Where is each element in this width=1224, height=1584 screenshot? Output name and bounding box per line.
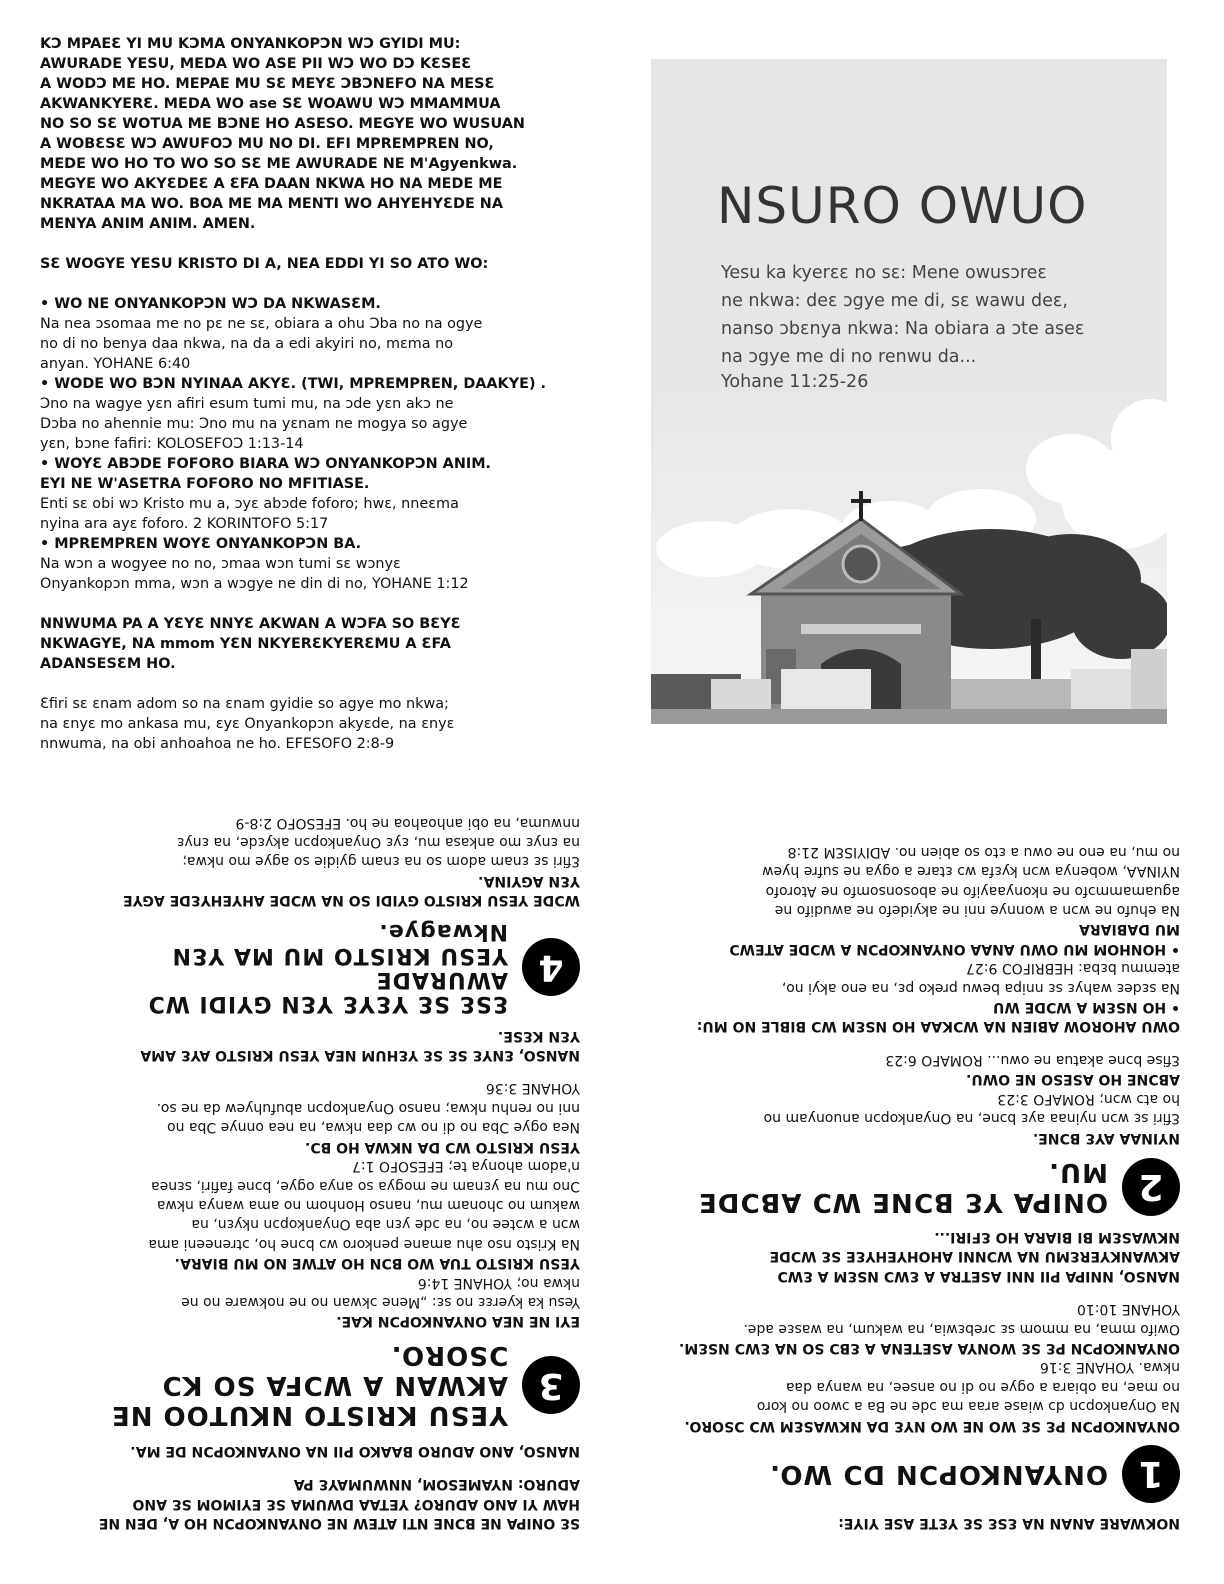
step-2-title: ONIPA YƐ BƆNE WƆ ABƆDE MU. [698,1156,1108,1217]
cover-title: NSURO OWUO [717,177,1088,235]
step-3-subhead-b: YESU KRISTO TUA WO BƆN HO ATWE NO MU BIARA. [174,1255,580,1272]
remedy-question: SƐ ONIPA NE BƆNE NTI ATEW NE ONYANKOPƆN HO A, DEN NE HAW YI ANO ADURO? YETAA DWUMA SƐ EYIMOM SƐ ANO ADURO: NYAMESOM, NNWUMAYƐ PA [98,1476,580,1531]
bottom-right-panel [640,826,1180,1532]
step-4-subhead: WƆDE YESU KRISTO GYIDI SO NA WƆDE AHYEHYƐDE AGYE YƐN AGYINA. [123,872,580,909]
step-1-verse-a: Na Onyankopɔn dɔ wiase araa ma ɔde ne Ba a ɔwoo no koro no mae, na obiara a ogye no di no ansee, na wanya daa nkwa. YOHANE 3:16 [756,1359,1180,1415]
ephesians-verse: Ɛfiri sɛ ɛnam adom so na ɛnam gyidie so agye mo nkwa; na ɛnyɛ mo ankasa mu, ɛyɛ Onyankopɔn akyɛde, na ɛnyɛ nnwuma, na obi anhoahoa ne ho. EFESOFO 2:8-9 [40,696,455,752]
step-4-number: 4 [522,938,580,996]
top-left-panel [40,34,600,754]
bottom-left-panel [40,814,580,1532]
step-3-note: NANSO, ƐNYƐ SƐ SƐ YƐHUM NEA YESU KRISTO AYƐ AMA YƐN KƐSE. [140,1027,580,1064]
step-2-verse-d: Na ehufo ne wɔn a wonnye nni ne akyidefo ne awudifo ne aguamammɔfo ne nkonyaayifo ne abosonsomfo ne Atorofo NYINAA, wobenya wɔn kyɛfa wɔ ɛtare a ogya ne sufre hyew no mu, na eno ne owu a ɛto so abien no. ADIYISƐM 21:8 [762,843,1180,919]
salvation-prayer: KƆ MPAEƐ YI MU KƆMA ONYANKOPƆN WƆ GYIDI MU: AWURADE YESU, MEDA WO ASE PII WƆ WO DƆ KƐSEƐ A WODƆ ME HO. MEPAE MU SƐ MEYƐ ƆBƆNEFO NA MESƐ AKWANKYERƐ. MEDA WO ase SƐ WOAWU WƆ MMAMMUA NO SO SƐ WOTUA ME BƆNE HO ASESO. MEGYE WO WUSUAN A WOBƐSƐ WƆ AWUFOƆ MU NO DI. EFI MPREMPREN NO, MEDE WO HO TO WO SO SƐ ME AWURADE NE M'Agyenkwa. MEGYE WO AKYƐDEƐ A ƐFA DAAN NKWA HO NA MEDE ME NKRATAA MA WO. BOA ME MA MENTI WO AHYEHYƐDE NA MENYA ANIM ANIM. AMEN. [40,36,525,232]
step-2-subhead-b: ABƆNE HO ASESO NE OWU. [966,1071,1180,1088]
bullet-new-creation-text: Enti sɛ obi wɔ Kristo mu a, ɔyɛ abɔde foforo; hwɛ, nneɛma nyina ara ayɛ foforo. 2 KORINTOFO 5:17 [40,496,459,532]
step-3 [40,1340,580,1430]
step-4 [40,919,580,1015]
bullet-new-creation-title: • WOYƐ ABƆDE FOFORO BIARA WƆ ONYANKOPƆN ANIM. EYI NE W'ASETRA FOFORO NO MFITIASE. [40,456,492,492]
step-1-number: 1 [1122,1445,1180,1503]
step-3-subhead-c: YESU KRISTO WƆ DA NKWA HO BƆ. [304,1138,580,1155]
bullet-eternal-life-text: Na nea ɔsomaa me no pɛ ne sɛ, obiara a ohu Ɔba no na ogye no di no benya daa nkwa, na da a edi akyiri no, mɛma no anyan. YOHANE 6:40 [40,316,483,372]
step-1-verse-b: Owifo mma, na mmom sɛ ɔrebɛwia, na wakum, na wasɛe ade. YOHANE 10:10 [743,1301,1180,1337]
one-remedy: NANSO, ANO ADURO BAAKO PII NA ONYANKOPƆN DE MA. [130,1442,580,1459]
step-2-subhead-a: NYINAA AYƐ BƆNE. [1032,1129,1180,1146]
cover-verse-reference: Yohane 11:25-26 [721,372,869,392]
step-2-verse-b: Ɛfise bɔne akatua ne owu... ROMAFO 6:23 [885,1051,1180,1068]
step-2 [640,1157,1180,1217]
step-2-number: 2 [1122,1158,1180,1216]
step-1-subhead-b: ONYANKOPƆN PƐ SƐ WONYA ASETENA A ƐBƆ SO NA ƐWƆ NSƐM. [678,1339,1180,1356]
step-3-number: 3 [522,1356,580,1414]
step-4-title: ƐSƐ SƐ YƐYƐ YƐN GYIDI WƆ AWURADE YESU KRISTO MU MA YƐN Nkwagye. [147,919,508,1017]
bullet-child-of-god-text: Na wɔn a wogyee no no, ɔmaa wɔn tumi sɛ wɔnyɛ Onyankopɔn mma, wɔn a wɔgye ne din di no, YOHANE 1:12 [40,556,469,592]
cover-panel [651,59,1167,724]
bullet-forgiven-text: Ɔno na wagye yɛn afiri esum tumi mu, na ɔde yɛn akɔ ne Dɔba no ahennie mu: Ɔno mu na yɛnam ne mogya so agye yɛn, bɔne fafiri: KOLOSEFOƆ 1:13-14 [40,396,468,452]
step-1-note: NANSO, NNIPA PII NNI ASETRA A ƐWƆ NSƐM A ƐWƆ AKWANKYERƐMU NA WƆNNI AHOHYEHYƐE SƐ WƆDE NKWASƐM BI BIARA HO ƐFIRI... [769,1228,1180,1284]
step-1-subhead-a: ONYANKOPƆN PƐ SƐ WO NE WO NYƐ DA NKWASƐM WƆ ƆSORO. [684,1417,1180,1434]
bullet-child-of-god-title: • MPREMPREN WOYƐ ONYANKOPƆN BA. [40,536,362,552]
step-1-title: ONYANKOPƆN DƆ WO. [769,1458,1108,1489]
step-2-verse-a: Ɛfiri sɛ wɔn nyinaa ayɛ bɔne, na Onyankopɔn anuonyam no ho atɔ wɔn; ROMAFO 3:23 [763,1090,1180,1127]
step-3-subhead-a: EYI NE NEA ONYANKOPƆN KAE. [336,1313,580,1330]
step-3-verse-b: Na Kristo nso ahu amane penkoro wɔ bɔne ho, ɔtreneeni ama wɔn a wɔtee no, na ɔde yɛn aba Onyankopɔn nkyɛn, na wakum no ɔhonam mu, nanso Honhom no ama wanya nkwa Ɔno mu na yɛnam ne mogya so anya ogye, bɔne fafiri, sɛnea n'adom ahonya te; EFESOFO 1:7 [148,1158,580,1252]
step-4-verse: Ɛfiri sɛ ɛnam adom so na ɛnam gyidie so agye mo nkwa; na ɛnyɛ mo ankasa mu, ɛyɛ Onyankopɔn akyɛde, na ɛnyɛ nnwuma, na obi anhoahoa ne ho. EFESOFO 2:8-9 [176,814,580,870]
bullet-forgiven-title: • WODE WO BƆN NYINAA AKYƐ. (TWI, MPREMPREN, DAAKYE) . [40,376,546,392]
step-2-subhead-c: OWU AHOROW ABIEN NA WƆKAA HO NSƐM WƆ BIBLE NO MU: [696,1018,1180,1035]
step-2-verse-c: Na sɛdeɛ wahyɛ sɛ nnipa bewu preko pɛ, na eno akyi no, atemmu bɛba: HEBRIFOƆ 9:27 [781,960,1180,996]
step-3-verse-a: Yesu ka kyerɛɛ no sɛ: „Mene ɔkwan no ne nokware no ne nkwa no; YOHANE 14:6 [181,1274,580,1310]
good-works-heading: NNWUMA PA A YƐYƐ NNYƐ AKWAN A WƆFA SO BƐYƐ NKWAGYE, NA mmom YƐN NKYERƐKYERƐMU A ƐFA ADANSESƐM HO. [40,616,461,672]
bullet-eternal-life-title: • WO NE ONYANKOPƆN WƆ DA NKWASƐM. [40,296,381,312]
cover-verse: Yesu ka kyerɛɛ no sɛ: Mene owusɔreɛ ne nkwa: deɛ ɔgye me di, sɛ wawu deɛ, nanso ɔbɛnya nkwa: Na obiara a ɔte aseɛ na ɔgye me di no renwu da... [721,263,1085,367]
step-2-bullet-a: • HO NSƐM A WƆDE WU [993,999,1180,1016]
results-heading: SƐ WOGYE YESU KRISTO DI A, NEA EDDI YI SO ATO WO: [40,256,489,272]
step-2-bullet-b: • HONHOM MU OWU ANAA ONYANKOPƆN A WƆDE ATEWƆ MU DABIARA [729,921,1180,957]
step-3-verse-c: Nea ogye Ɔba no di no wɔ daa nkwa, na nea onnye Ɔba no nni no renhu nkwa; nanso Onyankopɔn abufuhyew da ne so. YOHANE 3:36 [156,1080,580,1136]
step-3-title: YESU KRISTO NKUTOO NE AKWAN A WƆFA SO KƆ ƆSORO. [110,1340,508,1431]
church-photo [651,379,1167,724]
step-1 [640,1445,1180,1503]
four-truths-intro: NOKWARE ANAN NA ƐSƐ SƐ YƐTE ASE YIYE: [838,1515,1180,1531]
